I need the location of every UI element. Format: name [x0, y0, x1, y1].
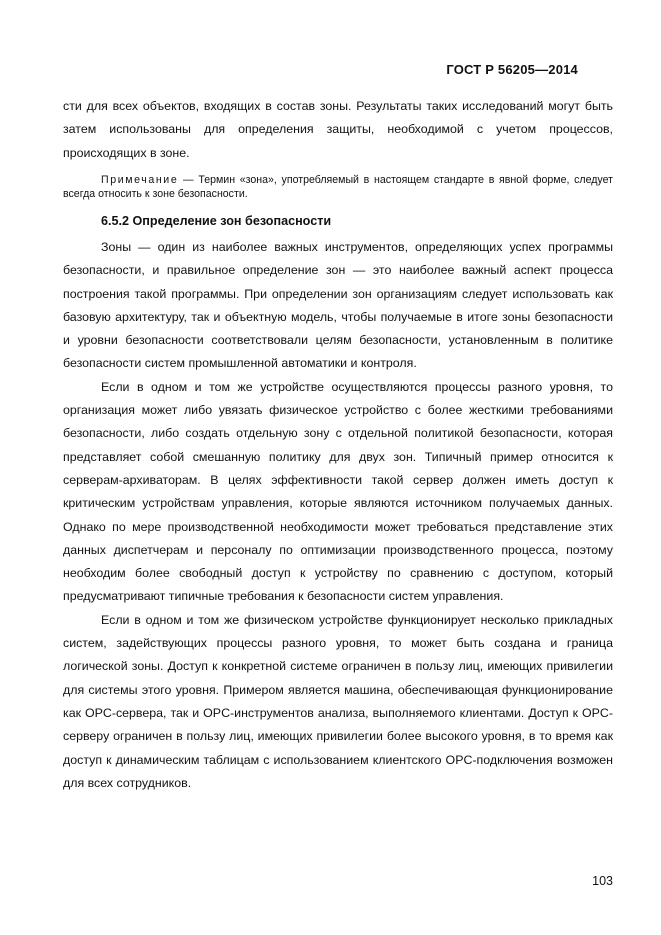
body-text	[63, 236, 613, 795]
paragraph-2: Если в одном и том же устройстве осуществляются процессы разного уровня, то организация может либо увязать физическое устройство с более жесткими требованиями безопасности, либо создать отдельную зону с отдельной политикой безопасности, которая представляет собой смешанную политику для двух зон. Типичный пример относится к серверам-архиваторам. В целях эффективности такой сервер должен иметь доступ к критическим устройствам управления, которые являются источником получаемых данных. Однако по мере производственной необходимости может требоваться представление этих данных диспетчерам и персоналу по оптимизации производственного процесса, поэтому необходим более свободный доступ к устройству по сравнению с доступом, который предусматривают типичные требования к безопасности систем управления.	[63, 379, 613, 604]
note-block	[63, 173, 613, 201]
page-number: 103	[592, 874, 613, 888]
note-text: — Термин «зона», употребляемый в настоящем стандарте в явной форме, следует всегда относить к зоне безопасности.	[63, 174, 613, 200]
continuation-text: сти для всех объектов, входящих в состав зоны. Результаты таких исследований могут быть затем использованы для определения защиты, необходимой с учетом процессов, происходящих в зоне.	[63, 99, 613, 160]
paragraph-3: Если в одном и том же физическом устройстве функционирует несколько прикладных систем, задействующих процессы разного уровня, то может быть создана и граница логической зоны. Доступ к конкретной системе ограничен в пользу лиц, имеющих привилегии для системы этого уровня. Примером является машина, обеспечивающая функционирование как OPC-сервера, так и OPC-инструментов анализа, выполняемого клиентами. Доступ к OPC-серверу ограничен в пользу лиц, имеющих привилегии более высокого уровня, в то время как доступ к динамическим таблицам с использованием клиентского OPC-подключения возможен для всех сотрудников.	[63, 612, 613, 790]
note-lead: Примечание	[101, 174, 179, 186]
continuation-paragraph	[63, 95, 613, 165]
paragraph-1: Зоны — один из наиболее важных инструментов, определяющих успех программы безопасности, и правильное определение зон — это наиболее важный аспект процесса построения такой программы. При определении зон организациям следует использовать как базовую архитектуру, так и объектную модель, чтобы получаемые в итоге зоны безопасности и уровни безопасности соответствовали целям безопасности, установленным в политике безопасности систем промышленной автоматики и контроля.	[63, 240, 613, 371]
section-heading: 6.5.2 Определение зон безопасности	[101, 214, 332, 228]
document-header-code: ГОСТ Р 56205—2014	[446, 62, 578, 77]
